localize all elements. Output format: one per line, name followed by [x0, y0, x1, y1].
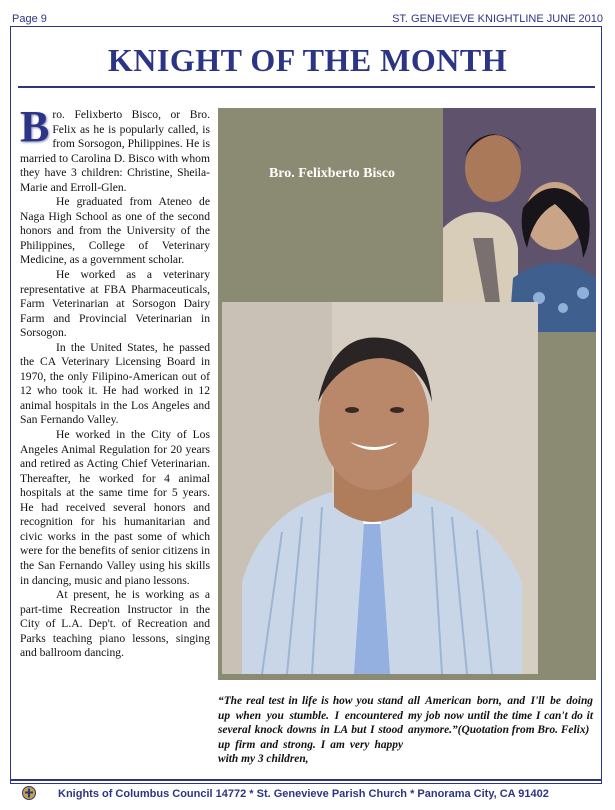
footer-text: Knights of Columbus Council 14772 * St. Genevieve Parish Church * Panorama City, CA 91402: [58, 788, 549, 800]
page-title: KNIGHT OF THE MONTH: [107, 42, 508, 78]
article-paragraph-1-text: ro. Felixberto Bisco, or Bro. Felix as he is popularly called, is from Sorsogon, Philippines. He is married to Carolina D. Bisco with whom they have 3 children: Christine, Sheila-Marie and Erroll-Glen.: [20, 108, 210, 194]
quote-part-1: “The real test in life is how you stand up when you stumble. I encountered several knock downs in LA but I stood up firm and strong. I am very happy with my 3 children,: [218, 695, 403, 765]
couple-photo-image: [443, 108, 596, 332]
couple-photo: [443, 108, 596, 332]
article-paragraph: [20, 102, 210, 195]
article-paragraph: He graduated from Ateneo de Naga High School as one of the second honors and from the University of the Philippines, College of Veterinary Medicine, as a government scholar.: [20, 195, 210, 267]
knights-of-columbus-emblem-icon: [22, 786, 36, 800]
page-header: [0, 0, 615, 24]
portrait-photo-image: [222, 302, 538, 674]
photo-caption: Bro. Felixberto Bisco: [268, 166, 396, 181]
portrait-photo: [222, 302, 538, 674]
title-divider: [18, 86, 595, 88]
page-number: Page 9: [12, 13, 47, 25]
article-column: [20, 102, 210, 661]
quote-part-2: all American born, and I'll be doing my job now until the time I can't do it anymore.”(Quotation from Bro. Felix): [408, 695, 593, 736]
article-paragraph: He worked as a veterinary representative at FBA Pharmaceuticals, Farm Veterinarian at Sorsogon Dairy Farm and Provincial Veterinarian in Sorsogon.: [20, 268, 210, 340]
footer-divider: [10, 779, 602, 781]
article-paragraph: In the United States, he passed the CA Veterinary Licensing Board in 1970, the only Filipino-American out of 12 who took it. He had worked in 12 animal hospitals in the Los Angeles and San Fernando Valley.: [20, 340, 210, 427]
article-paragraph: At present, he is working as a part-time Recreation Instructor in the City of L.A. Dep't. of Recreation and Parks teaching piano lessons, singing and ballroom dancing.: [20, 588, 210, 660]
drop-cap: B: [20, 102, 50, 151]
masthead: ST. GENEVIEVE KNIGHTLINE JUNE 2010: [392, 13, 603, 25]
article-paragraph: He worked in the City of Los Angeles Animal Regulation for 20 years and retired as Acting Chief Veterinarian. Thereafter, he worked for 4 animal hospitals at the same time for 5 years. He had received several honors and recognition for his humanitarian and civic works in the past some of which were for the benefits of senior citizens in the San Fernando Valley using his skills in dancing, music and piano lessons.: [20, 428, 210, 587]
